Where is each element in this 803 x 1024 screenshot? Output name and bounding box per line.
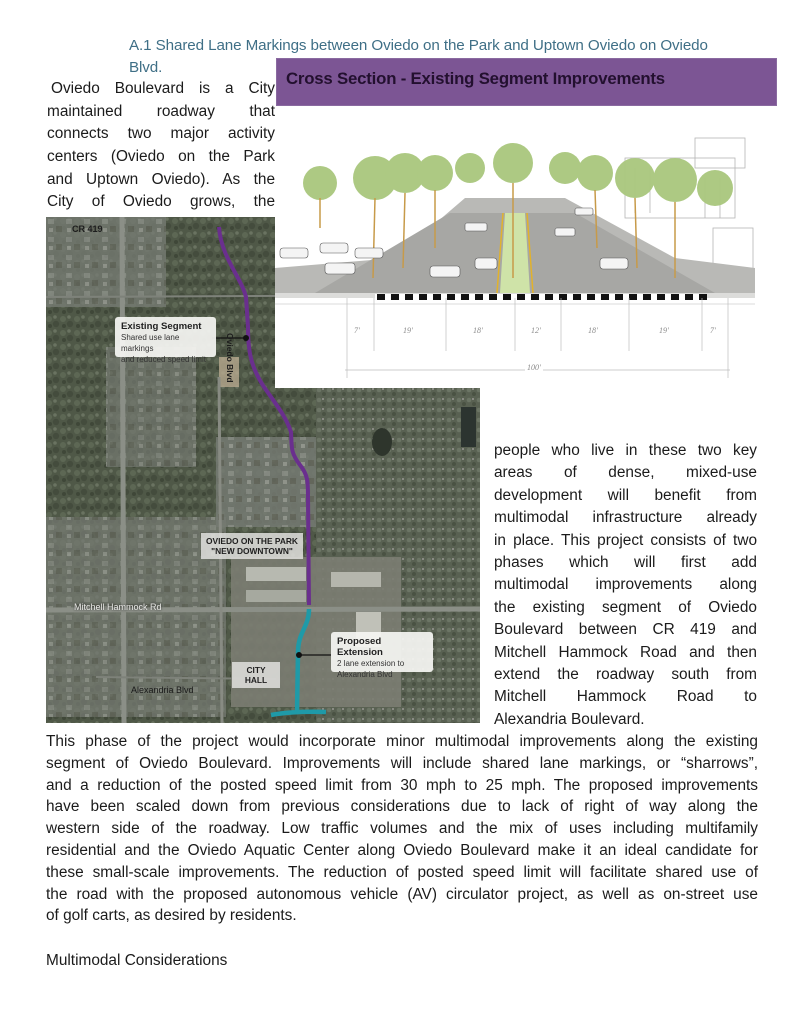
crosswalk-stripe bbox=[629, 294, 637, 300]
intro-paragraph bbox=[47, 78, 275, 214]
crosswalk-stripe bbox=[685, 294, 693, 300]
dimension-2: 19' bbox=[403, 326, 413, 335]
right-line: development will benefit from bbox=[494, 486, 757, 504]
existing-segment-callout bbox=[115, 317, 216, 364]
existing-segment-line-1: Shared use lane markings bbox=[121, 333, 180, 353]
crosswalk-stripe bbox=[503, 294, 511, 300]
label-oviedo-blvd: Oviedo Blvd bbox=[225, 333, 235, 383]
existing-segment-line-2: and reduced speed limit bbox=[121, 355, 206, 364]
bottom-line: and a reduction of the posted speed limit from 30 mph to 25 mph. The proposed improvements bbox=[46, 776, 758, 794]
place-city-hall: CITY HALL bbox=[232, 662, 280, 688]
cross-section-banner bbox=[276, 58, 777, 106]
crosswalk-stripe bbox=[461, 294, 469, 300]
right-line: Mitchell Hammock Road and then bbox=[494, 643, 757, 661]
cross-section-rendering bbox=[275, 118, 755, 388]
right-line: Alexandria Boulevard. bbox=[494, 710, 645, 728]
right-line: extend the roadway south from bbox=[494, 665, 757, 683]
crosswalk-stripe bbox=[545, 294, 553, 300]
crosswalk-stripe bbox=[643, 294, 651, 300]
dimension-6: 19' bbox=[659, 326, 669, 335]
street-cross-section-illustration bbox=[275, 118, 755, 388]
bottom-line: residential and the Oviedo Aquatic Center along Oviedo Boulevard make it an ideal candidate for bbox=[46, 841, 758, 859]
bottom-line: segment of Oviedo Boulevard. Improvements will include shared lane markings, or “sharrows”, bbox=[46, 754, 758, 772]
intro-line: City of Oviedo grows, the bbox=[47, 193, 275, 211]
place-line-2: "NEW DOWNTOWN" bbox=[211, 546, 293, 556]
right-line: multimodal infrastructure already bbox=[494, 509, 757, 527]
right-line: in place. This project consists of two bbox=[494, 531, 757, 549]
right-line: multimodal improvements along bbox=[494, 576, 757, 594]
right-line: the existing segment of Oviedo bbox=[494, 598, 757, 616]
crosswalk-stripe bbox=[587, 294, 595, 300]
right-line: people who live in these two key bbox=[494, 442, 757, 459]
crosswalk-stripe bbox=[671, 294, 679, 300]
crosswalk-stripe bbox=[531, 294, 539, 300]
title-line-2: Blvd. bbox=[129, 59, 163, 76]
dimension-7: 7' bbox=[710, 326, 716, 335]
proposed-extension-callout bbox=[331, 632, 433, 679]
right-line: Boulevard between CR 419 and bbox=[494, 621, 757, 639]
proposed-extension-title: Proposed Extension bbox=[337, 636, 383, 658]
crosswalk-stripe bbox=[699, 294, 707, 300]
right-line: phases which will first add bbox=[494, 553, 757, 571]
crosswalk-stripe bbox=[447, 294, 455, 300]
bottom-line: these small-scale improvements. The reduction of posted speed limit will facilitate shared use of bbox=[46, 863, 758, 881]
title-line-1: A.1 Shared Lane Markings between Oviedo on the Park and Uptown Oviedo on Oviedo bbox=[129, 37, 708, 54]
intro-line: centers (Oviedo on the Park bbox=[47, 148, 275, 166]
place-line-1: OVIEDO ON THE PARK bbox=[206, 536, 298, 546]
dimension-4: 12' bbox=[531, 326, 541, 335]
right-paragraph bbox=[494, 440, 757, 731]
dimension-total: 100' bbox=[527, 363, 541, 372]
label-mitchell-hammock-rd: Mitchell Hammock Rd bbox=[74, 602, 162, 612]
proposed-extension-line-2: Alexandria Blvd bbox=[337, 670, 393, 679]
bottom-line: have been scaled down from previous considerations due to lack of right of way along the bbox=[46, 798, 758, 816]
place-oviedo-on-the-park bbox=[201, 533, 303, 559]
crosswalk-stripe bbox=[517, 294, 525, 300]
bottom-line: western side of the roadway. Low traffic volumes and the mix of uses including multifamily bbox=[46, 820, 758, 838]
dimension-3: 18' bbox=[473, 326, 483, 335]
crosswalk-stripe bbox=[573, 294, 581, 300]
right-line: areas of dense, mixed-use bbox=[494, 464, 757, 482]
label-cr-419: CR 419 bbox=[72, 224, 103, 234]
crosswalk-stripe bbox=[615, 294, 623, 300]
intro-line: maintained roadway that bbox=[47, 102, 275, 120]
dimension-1: 7' bbox=[354, 326, 360, 335]
crosswalk-stripe bbox=[377, 294, 385, 300]
proposed-extension-line-1: 2 lane extension to bbox=[337, 659, 405, 668]
banner-title: Cross Section - Existing Segment Improvements bbox=[286, 69, 665, 88]
crosswalk-stripe bbox=[559, 294, 567, 300]
crosswalk-stripe bbox=[405, 294, 413, 300]
existing-segment-title: Existing Segment bbox=[121, 321, 202, 332]
bottom-paragraph bbox=[46, 731, 758, 927]
section-heading: Multimodal Considerations bbox=[46, 952, 228, 969]
crosswalk-stripe bbox=[489, 294, 497, 300]
crosswalk-stripe bbox=[657, 294, 665, 300]
right-line: Mitchell Hammock Road to bbox=[494, 688, 757, 706]
bottom-line: of golf carts, as desired by residents. bbox=[46, 907, 297, 925]
intro-line: and Uptown Oviedo). As the bbox=[47, 170, 275, 188]
crosswalk-stripe bbox=[601, 294, 609, 300]
label-alexandria-blvd: Alexandria Blvd bbox=[131, 685, 194, 695]
crosswalk-stripe bbox=[433, 294, 441, 300]
intro-line: connects two major activity bbox=[47, 125, 275, 143]
crosswalk-stripe bbox=[475, 294, 483, 300]
bottom-line: the road with the proposed autonomous vehicle (AV) circulator project, as well as on-street use bbox=[46, 885, 758, 903]
dimension-5: 18' bbox=[588, 326, 598, 335]
crosswalk-stripe bbox=[391, 294, 399, 300]
crosswalk-stripe bbox=[419, 294, 427, 300]
intro-line: Oviedo Boulevard is a City bbox=[51, 80, 275, 97]
bottom-line: This phase of the project would incorporate minor multimodal improvements along the existing bbox=[46, 733, 758, 750]
